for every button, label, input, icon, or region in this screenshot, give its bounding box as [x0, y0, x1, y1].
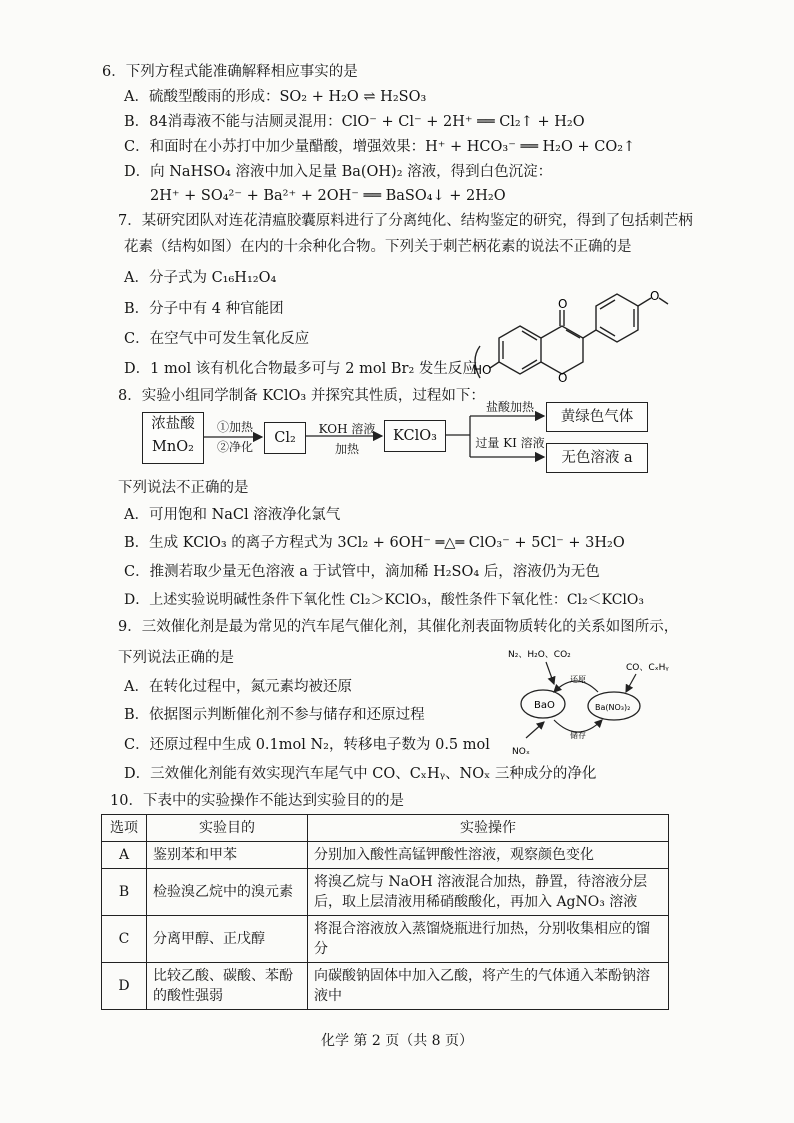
q7-option-a: A．分子式为 C₁₆H₁₂O₄: [124, 270, 277, 286]
row-option: C: [102, 916, 147, 963]
q8-option-a: A．可用饱和 NaCl 溶液净化氯气: [124, 507, 341, 523]
table-row: [102, 916, 669, 963]
row-aim: 比较乙酸、碳酸、苯酚的酸性强弱: [147, 963, 308, 1010]
flow-arrow1-bottom: ②净化: [216, 440, 253, 454]
diag-store-label: 储存: [570, 731, 586, 740]
mol-ring-o-label: O: [558, 371, 568, 382]
header-option: 选项: [102, 815, 147, 842]
row-option: B: [102, 869, 147, 916]
flow-arrow2-top: KOH 溶液: [318, 422, 376, 436]
mol-methoxy-o-label: O: [650, 289, 660, 303]
q10-stem: 10．下表中的实验操作不能达到实验目的的是: [110, 793, 404, 809]
header-operation: 实验操作: [308, 815, 669, 842]
q9-stem-line2: 下列说法正确的是: [118, 650, 234, 666]
q9-option-d: D．三效催化剂能有效实现汽车尾气中 CO、CₓHᵧ、NOₓ 三种成分的净化: [124, 766, 597, 782]
row-operation: 将混合溶液放入蒸馏烧瓶进行加热，分别收集相应的馏分: [308, 916, 669, 963]
diag-nox-label: NOₓ: [512, 747, 530, 757]
diag-reductants-label: CO、CₓHᵧ: [626, 663, 669, 673]
row-option: D: [102, 963, 147, 1010]
mol-ho-label: HO: [473, 363, 492, 377]
diag-products-label: N₂、H₂O、CO₂: [508, 650, 571, 660]
q10-experiment-table: [101, 814, 669, 1010]
q8-stem: 8．实验小组同学制备 KClO₃ 并探究其性质，过程如下：: [118, 388, 485, 404]
q8-option-d: D．上述实验说明碱性条件下氧化性 Cl₂＞KClO₃，酸性条件下氧化性：Cl₂＜KClO₃: [124, 592, 645, 608]
flow-box-kclo3: KClO₃: [384, 420, 446, 452]
q8-option-b: B．生成 KClO₃ 的离子方程式为 3Cl₂ + 6OH⁻ ═△═ ClO₃⁻ + 5Cl⁻ + 3H₂O: [124, 535, 625, 551]
q6-option-d-equation: 2H⁺ + SO₄²⁻ + Ba²⁺ + 2OH⁻ ══ BaSO₄↓ + 2H₂O: [150, 188, 506, 204]
q9-option-c: C．还原过程中生成 0.1mol N₂，转移电子数为 0.5 mol: [124, 737, 490, 753]
q7-option-c: C．在空气中可发生氧化反应: [124, 331, 310, 347]
q6-stem: 6．下列方程式能准确解释相应事实的是: [102, 64, 358, 80]
row-operation: 将溴乙烷与 NaOH 溶液混合加热，静置，待溶液分层后，取上层清液用稀硝酸酸化，再加入 AgNO₃ 溶液: [308, 869, 669, 916]
mol-carbonyl-o-label: O: [558, 297, 568, 311]
q8-sub-stem: 下列说法不正确的是: [118, 480, 249, 496]
flow-arrow2-bottom: 加热: [334, 442, 359, 456]
q6-option-b: B．84消毒液不能与洁厕灵混用：ClO⁻ + Cl⁻ + 2H⁺ ══ Cl₂↑ + H₂O: [124, 114, 585, 130]
catalyst-cycle-diagram: [506, 642, 686, 760]
diag-banitrate-label: Ba(NO₃)₂: [595, 703, 631, 712]
flow-box-colorless-solution: 无色溶液 a: [546, 443, 648, 473]
q9-stem-line1: 9．三效催化剂是最为常见的汽车尾气催化剂，其催化剂表面物质转化的关系如图所示，: [118, 619, 679, 635]
row-operation: 向碳酸钠固体中加入乙酸，将产生的气体通入苯酚钠溶液中: [308, 963, 669, 1010]
diag-reduce-label: 还原: [570, 675, 586, 684]
q7-stem-line1: 7．某研究团队对连花清瘟胶囊原料进行了分离纯化、结构鉴定的研究，得到了包括刺芒柄: [118, 213, 693, 229]
page-footer: 化学 第 2 页（共 8 页）: [320, 1033, 474, 1049]
table-row: [102, 869, 669, 916]
q9-option-b: B．依据图示判断催化剂不参与储存和还原过程: [124, 707, 425, 723]
row-option: A: [102, 842, 147, 869]
row-operation: 分别加入酸性高锰钾酸性溶液，观察颜色变化: [308, 842, 669, 869]
q7-stem-line2: 花素（结构如图）在内的十余种化合物。下列关于刺芒柄花素的说法不正确的是: [124, 239, 632, 255]
flow-box-reagents: 浓盐酸 MnO₂: [142, 412, 204, 464]
q7-option-d: D．1 mol 该有机化合物最多可与 2 mol Br₂ 发生反应: [124, 361, 477, 377]
q6-option-d: D．向 NaHSO₄ 溶液中加入足量 Ba(OH)₂ 溶液，得到白色沉淀：: [124, 164, 553, 180]
table-header-row: [102, 815, 669, 842]
q6-option-a: A．硫酸型酸雨的形成：SO₂ + H₂O ⇌ H₂SO₃: [124, 89, 427, 105]
table-row: [102, 963, 669, 1010]
header-aim: 实验目的: [147, 815, 308, 842]
q7-option-b: B．分子中有 4 种官能团: [124, 301, 284, 317]
flow-box-cl2: Cl₂: [264, 422, 306, 454]
flow-branch-top-label: 盐酸加热: [485, 400, 534, 414]
q9-option-a: A．在转化过程中，氮元素均被还原: [124, 679, 352, 695]
row-aim: 检验溴乙烷中的溴元素: [147, 869, 308, 916]
row-aim: 鉴别苯和甲苯: [147, 842, 308, 869]
q6-option-c: C．和面时在小苏打中加少量醋酸，增强效果：H⁺ + HCO₃⁻ ══ H₂O + CO₂↑: [124, 139, 636, 155]
flow-arrows: [0, 0, 794, 500]
q8-option-c: C．推测若取少量无色溶液 a 于试管中，滴加稀 H₂SO₄ 后，溶液仍为无色: [124, 564, 600, 580]
flow-branch-bottom-label: 过量 KI 溶液: [475, 436, 545, 450]
diag-bao-label: BaO: [534, 700, 555, 711]
flow-box-yellow-green-gas: 黄绿色气体: [546, 402, 648, 432]
row-aim: 分离甲醇、正戊醇: [147, 916, 308, 963]
table-row: [102, 842, 669, 869]
flow-arrow1-top: ①加热: [216, 420, 253, 434]
